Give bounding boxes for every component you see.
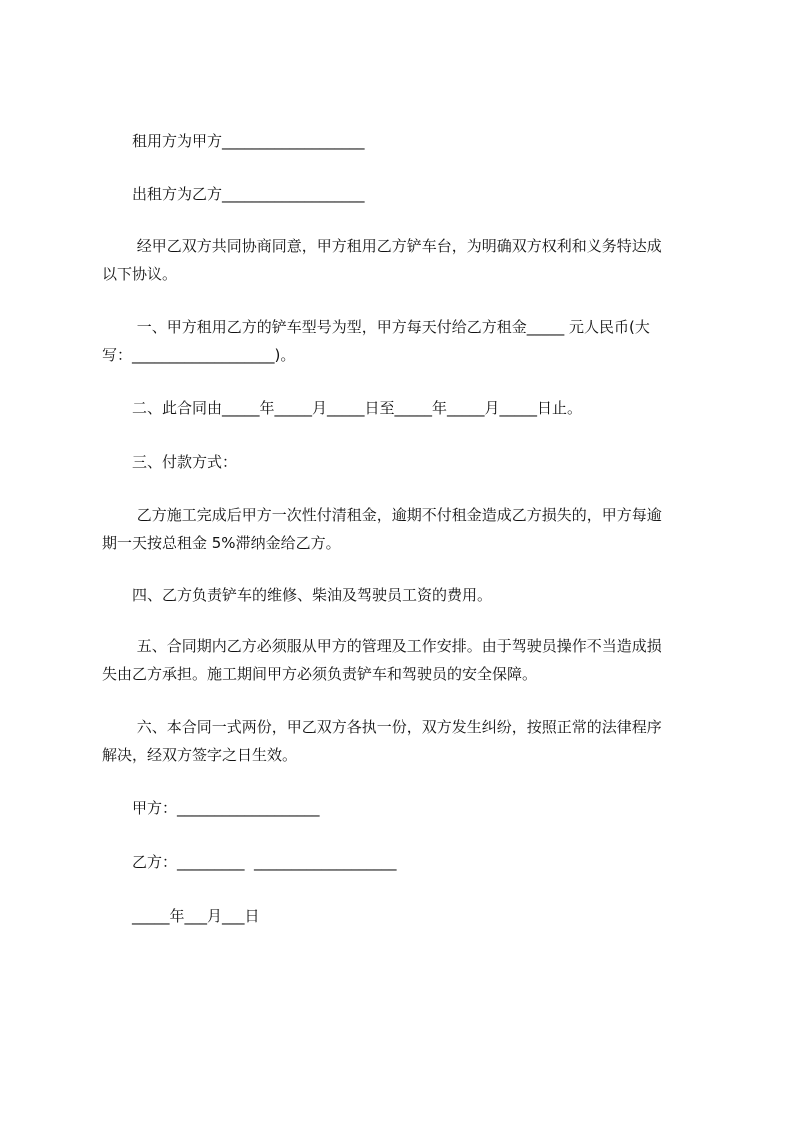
- clause-3-title: 三、付款方式：: [102, 453, 238, 471]
- party-b-signature: 乙方：_________ ___________________: [102, 853, 397, 871]
- lessee-line: 租用方为甲方___________________: [102, 132, 365, 150]
- intro-line-1: 经甲乙双方共同协商同意，甲方租用乙方铲车台，为明确双方权利和义务特达成: [102, 237, 662, 255]
- clause-6-line-2: 解决，经双方签字之日生效。: [102, 746, 298, 764]
- lessor-line: 出租方为乙方___________________: [102, 185, 365, 203]
- date-line: _____年___月___日: [102, 907, 260, 925]
- clause-2: 二、此合同由_____年_____月_____日至_____年_____月_____日止。: [102, 399, 583, 417]
- clause-6-line-1: 六、本合同一式两份，甲乙双方各执一份，双方发生纠纷，按照正常的法律程序: [102, 718, 662, 736]
- intro-line-2: 以下协议。: [102, 265, 178, 283]
- clause-1-line-2: 写：___________________)。: [102, 346, 296, 364]
- clause-3-line-1: 乙方施工完成后甲方一次性付清租金，逾期不付租金造成乙方损失的，甲方每逾: [102, 506, 662, 524]
- clause-4: 四、乙方负责铲车的维修、柴油及驾驶员工资的费用。: [102, 586, 493, 604]
- clause-5-line-2: 失由乙方承担。施工期间甲方必须负责铲车和驾驶员的安全保障。: [102, 665, 538, 683]
- clause-3-line-2: 期一天按总租金 5%滞纳金给乙方。: [102, 534, 341, 552]
- clause-5-line-1: 五、合同期内乙方必须服从甲方的管理及工作安排。由于驾驶员操作不当造成损: [102, 637, 662, 655]
- party-a-signature: 甲方：___________________: [102, 799, 320, 817]
- clause-1-line-1: 一、甲方租用乙方的铲车型号为型，甲方每天付给乙方租金_____ 元人民币(大: [102, 318, 650, 336]
